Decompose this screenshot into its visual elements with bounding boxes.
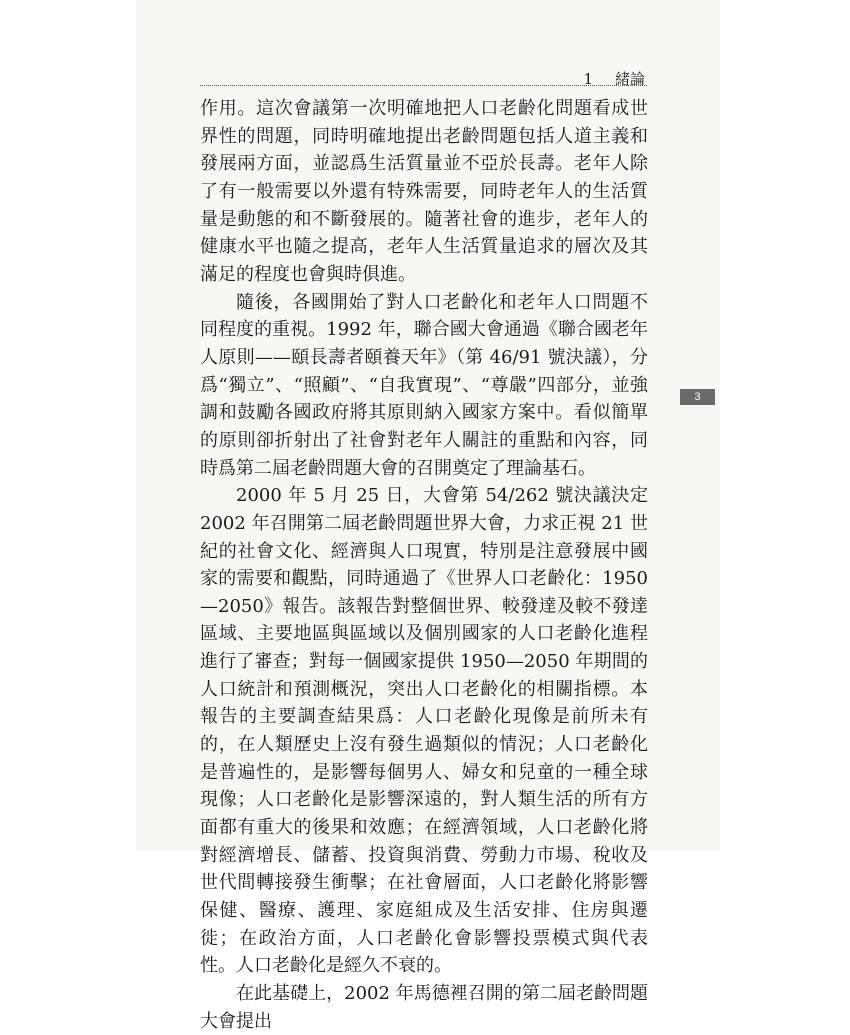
chapter-title: 緒論 — [614, 70, 645, 88]
header-dotted-rule — [200, 85, 647, 86]
paragraph-4: 在此基礎上，2002 年馬德裡召開的第二屆老齡問題大會提出 — [200, 983, 648, 1032]
page-number-tab: 3 — [680, 389, 715, 405]
paragraph-2: 隨後，各國開始了對人口老齡化和老年人口問題不同程度的重視。1992 年，聯合國大會通過《聯合國老年人原則——頤長壽者頤養天年》（第 46/91 號決議），分爲“獨立”、“照顧”、“自我實現”、“尊嚴”四部分，並強調和鼓勵各國政府將其原則納入國家方案中。看似簡單的原則卻折射出了社會對老年人關註的重點和內容，同時爲第二屆老齡問題大會的召開奠定了理論基石。 — [200, 291, 648, 479]
paragraph-1: 作用。這次會議第一次明確地把人口老齡化問題看成世界性的問題，同時明確地提出老齡問題包括人道主義和發展兩方面，並認爲生活質量並不亞於長壽。老年人除了有一般需要以外還有特殊需要，同時老年人的生活質量是動態的和不斷發展的。隨著社會的進步，老年人的健康水平也隨之提高，老年人生活質量追求的層次及其滿足的程度也會與時俱進。 — [200, 98, 648, 285]
body-text — [200, 95, 648, 1035]
chapter-number: 1 — [583, 70, 593, 88]
paragraph-3: 2000 年 5 月 25 日，大會第 54/262 號決議決定 2002 年召開第二屆老齡問題世界大會，力求正視 21 世紀的社會文化、經濟與人口現實，特別是注意發展中國家的需要和觀點，同時通過了《世界人口老齡化：1950—2050》報告。該報告對整個世界、較發達及較不發達區域、主要地區與區域以及個別國家的人口老齡化進程進行了審查；對每一個國家提供 1950—2050 年期間的人口統計和預測概況，突出人口老齡化的相關指標。本報告的主要調查結果爲：人口老齡化現像是前所未有的，在人類歷史上沒有發生過類似的情況；人口老齡化是普遍性的，是影響每個男人、婦女和兒童的一種全球現像；人口老齡化是影響深遠的，對人類生活的所有方面都有重大的後果和效應；在經濟領域，人口老齡化將對經濟增長、儲蓄、投資與消費、勞動力市場、稅收及世代間轉接發生衝擊；在社會層面，人口老齡化將影響保健、醫療、護理、家庭組成及生活安排、住房與遷徙；在政治方面，人口老齡化會影響投票模式與代表性。人口老齡化是經久不衰的。 — [200, 485, 648, 977]
